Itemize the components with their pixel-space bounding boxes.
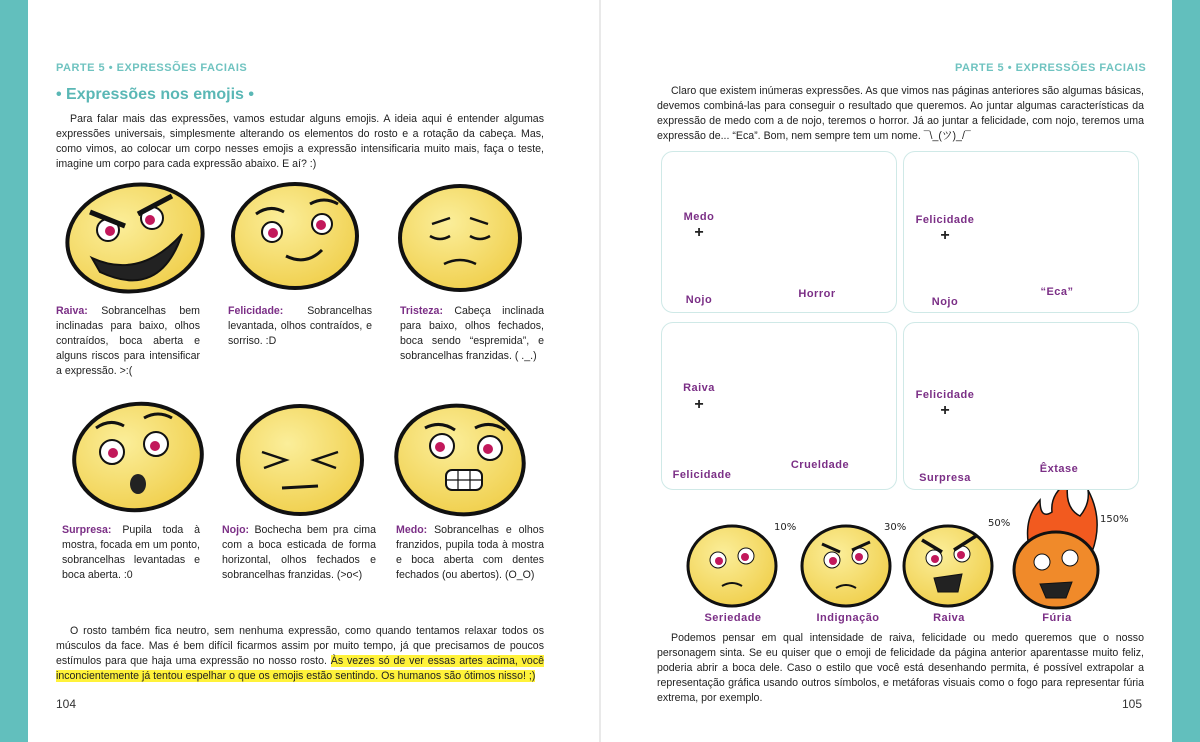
- scale-label: Seriedade: [704, 612, 762, 624]
- combo-label-a: Medo: [683, 211, 715, 223]
- intensity-percent: 30%: [884, 522, 907, 533]
- intensity-percent: 50%: [988, 518, 1011, 529]
- scale-label: Fúria: [1042, 612, 1072, 624]
- scale-emojis: [688, 482, 1098, 608]
- caption-text: Sobrancelhas levantada, olhos contraídos, e sorriso. :D: [228, 305, 372, 347]
- caption-sadness: [400, 304, 544, 364]
- plus-sign: +: [940, 227, 950, 244]
- caption-surprise: [62, 523, 200, 583]
- combo-label-b: Nojo: [931, 296, 959, 308]
- caption-text: Sobrancelhas e olhos franzidos, pupila toda à mostra e boca aberta com dentes fechados (ou abertos). (O_O): [396, 524, 544, 581]
- closing-paragraph: [56, 624, 544, 684]
- anger-emoji: [59, 174, 211, 302]
- caption-term: Nojo:: [222, 524, 250, 536]
- caption-term: Medo:: [396, 524, 428, 536]
- disgust-emoji: [238, 406, 362, 514]
- intensity-percent: 10%: [774, 522, 797, 533]
- scale-label: Indignação: [816, 612, 880, 624]
- page-number-left: 104: [56, 697, 77, 711]
- combo-label-b: Felicidade: [672, 469, 732, 481]
- caption-fear: [396, 523, 544, 583]
- combo-label-a: Felicidade: [915, 389, 975, 401]
- page-number-right: 105: [1122, 697, 1143, 711]
- highlighted-text: Às vezes só de ver essas artes acima, você inconcientemente já tentou espelhar o que os emojis estão sentindo. Os humanos são ótimos nisso! ;): [56, 655, 545, 682]
- caption-text: Cabeça inclinada para baixo, olhos fechados, boca sendo “espremida”, e sobrancelhas franzidas. ( ._.): [400, 305, 544, 362]
- running-head-left: PARTE 5 • EXPRESSÕES FACIAIS: [56, 62, 248, 74]
- combo-label-b: Nojo: [685, 294, 713, 306]
- closing-text: O rosto também fica neutro, sem nenhuma expressão, como quando tentamos relaxar todos os músculos da face. Mas é bem difícil ficarmos assim por muito tempo, já que precisamos de poucos estímulos para que haja uma expressão no nosso rosto.: [56, 625, 544, 667]
- plus-sign: +: [940, 402, 950, 419]
- combo-result: “Eca”: [1040, 286, 1074, 298]
- caption-text: Bochecha bem pra cima com a boca esticada de forma horizontal, olhos fechados e sobrancelhas franzidas. (>o<): [222, 524, 376, 581]
- intro-paragraph-left: Para falar mais das expressões, vamos estudar alguns emojis. A ideia aqui é entender algumas expressões universais, simplesmente alterando os elementos do rosto e a rotação da cabeça. Mas, como vimos, ao colocar um corpo nesses emojis a expressão intensificaria muito mais, faça o teste, imagine um corpo para cada expressão abaixo. E aí? :): [56, 113, 544, 170]
- caption-term: Raiva:: [56, 305, 88, 317]
- caption-disgust: [222, 523, 376, 583]
- caption-anger: [56, 304, 200, 379]
- intro-paragraph-right: Claro que existem inúmeras expressões. As que vimos nas páginas anteriores são algumas básicas, devemos combiná-las para conseguir o resultado que queremos. Ao juntar algumas características da expressão de medo com a de nojo, teremos o horror. Já ao juntar a felicidade, com nojo, teremos uma expressão de... “Eca”. Bom, nem sempre tem um nome. ¯\_(ツ)_/¯: [657, 85, 1144, 142]
- running-head-right: PARTE 5 • EXPRESSÕES FACIAIS: [955, 62, 1147, 74]
- caption-text: Sobrancelhas bem inclinadas para baixo, olhos contraídos, boca aberta e alguns riscos para intensificar a expressão. >:(: [56, 305, 200, 377]
- combo-label-b: Surpresa: [919, 472, 971, 484]
- caption-happiness: [228, 304, 372, 349]
- fear-emoji: [388, 396, 533, 525]
- caption-term: Felicidade:: [228, 305, 284, 317]
- plus-sign: +: [694, 396, 704, 413]
- combo-result: Horror: [798, 288, 836, 300]
- section-title: • Expressões nos emojis •: [56, 86, 254, 103]
- surprise-emoji: [67, 396, 209, 519]
- caption-term: Surpresa:: [62, 524, 112, 536]
- combo-label-a: Felicidade: [915, 214, 975, 226]
- combo-result: Êxtase: [1039, 463, 1079, 475]
- sadness-emoji: [400, 186, 520, 290]
- caption-text: Pupila toda à mostra, focada em um ponto, sobrancelhas levantadas e boca aberta. :0: [62, 524, 200, 581]
- happiness-emoji: [233, 184, 357, 288]
- scale-label: Raiva: [933, 612, 965, 624]
- combo-result: Crueldade: [790, 459, 850, 471]
- plus-sign: +: [694, 224, 704, 241]
- outro-paragraph: Podemos pensar em qual intensidade de raiva, felicidade ou medo queremos que o nosso personagem sinta. Se eu quiser que o emoji de felicidade da página anterior aparentasse muito feliz, poderia abrir a boca dele. Caso o estilo que você está desenhando permita, é possível extrapolar a representação gráfica usando outros símbolos, e metáforas visuais como o fogo para representar fúria extrema, por exemplo.: [657, 632, 1144, 704]
- intensity-percent: 150%: [1100, 514, 1129, 525]
- combo-label-a: Raiva: [683, 382, 715, 394]
- caption-term: Tristeza:: [400, 305, 443, 317]
